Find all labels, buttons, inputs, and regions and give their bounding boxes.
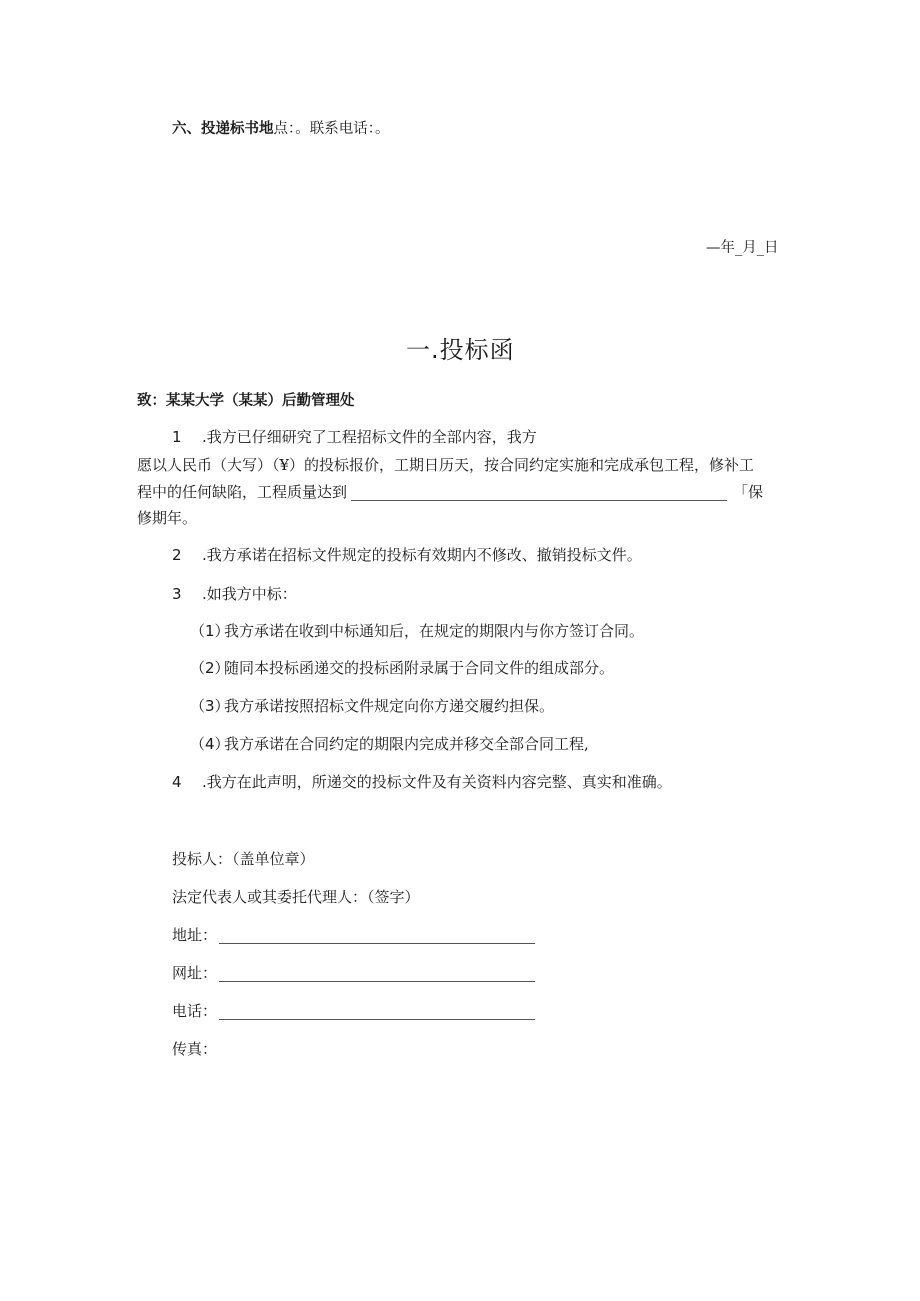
address-fill-line [219,928,535,944]
fax-row [172,1042,217,1057]
address-label: 地址： [172,926,218,944]
item-2-text: .我方承诺在招标文件规定的投标有效期内不修改、撤销投标文件。 [202,546,642,564]
item-4 [172,775,672,790]
sub-item-2-text: 随同本投标函递交的投标函附录属于合同文件的组成部分。 [224,659,615,677]
item-1-line-3-text: 程中的任何缺陷，工程质量达到 [137,483,348,501]
phone-label: 电话： [172,1002,218,1020]
item-3-number: 3 [172,585,182,603]
website-label: 网址： [172,964,218,982]
item-1-line-3-tail: 「保 [733,483,764,501]
item-1-line-3 [137,485,763,501]
item-4-number: 4 [172,773,182,791]
quality-blank-line [351,485,727,501]
addressee: 致：某某大学（某某）后勤管理处 [137,393,355,409]
item-1-line-4: 修期年。 [137,509,198,527]
item-1-line-1 [172,430,537,445]
section-six-rest: 点：。联系电话：。 [273,121,390,137]
website-fill-line [219,966,535,982]
phone-fill-line [219,1004,535,1020]
phone-row [172,1004,535,1020]
item-1-line-2: 愿以人民币（大写）（¥）的投标报价，工期日历天，按合同约定实施和完成承包工程，修补工 [137,456,755,474]
item-3-text: .如我方中标： [202,585,297,603]
sub-item-3-text: 我方承诺按照招标文件规定向你方递交履约担保。 [224,697,555,715]
item-2-number: 2 [172,546,182,564]
sub-item-1-text: 我方承诺在收到中标通知后，在规定的期限内与你方签订合同。 [224,622,645,640]
sub-item-4 [190,737,589,752]
website-row [172,966,535,982]
sub-item-4-text: 我方承诺在合同约定的期限内完成并移交全部合同工程, [224,735,589,753]
item-3 [172,587,297,602]
section-six-line [172,117,390,138]
sub-item-3 [190,699,554,714]
sub-item-2 [190,661,614,676]
section-six-label: 六、投递标书地 [172,121,274,137]
item-2 [172,548,642,563]
date-line: —年_月_日 [706,240,779,256]
item-1-text: .我方已仔细研究了工程招标文件的全部内容，我方 [202,428,537,446]
sub-item-2-number: （2） [190,659,230,677]
page-title: 一.投标函 [406,336,515,364]
item-4-text: .我方在此声明，所递交的投标文件及有关资料内容完整、真实和准确。 [202,773,672,791]
item-1-number: 1 [172,428,182,446]
address-row [172,928,535,944]
sub-item-3-number: （3） [190,697,230,715]
sub-item-1-number: （1） [190,622,230,640]
bidder-line: 投标人：（盖单位章） [172,850,315,868]
fax-label: 传真： [172,1040,218,1058]
sub-item-1 [190,624,644,639]
legal-rep-line: 法定代表人或其委托代理人：（签字） [172,888,420,906]
sub-item-4-number: （4） [190,735,230,753]
